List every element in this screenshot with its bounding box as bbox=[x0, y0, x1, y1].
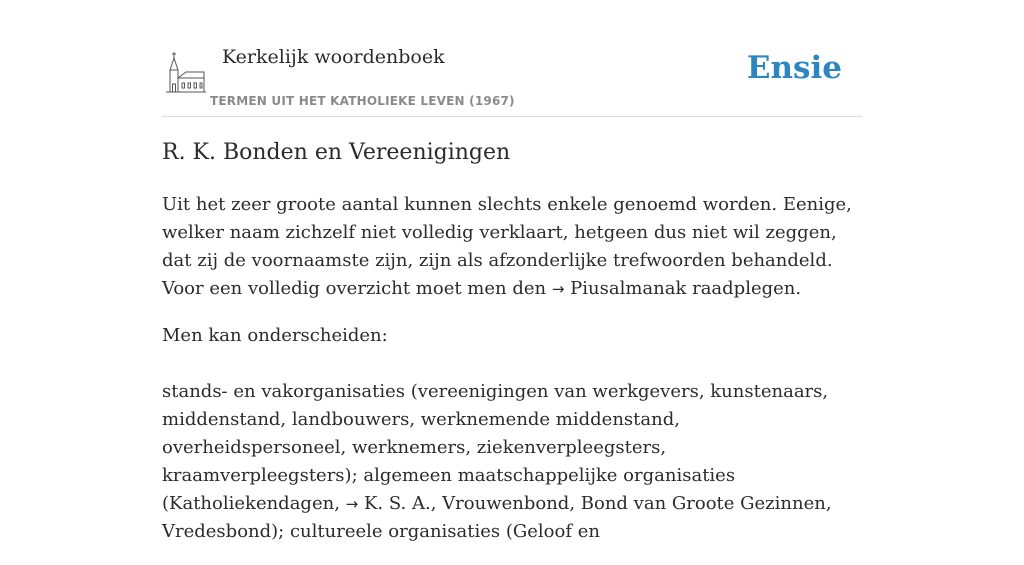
entry-body bbox=[162, 191, 862, 565]
paragraph: Men kan onderscheiden: bbox=[162, 325, 388, 346]
entry-title: R. K. Bonden en Vereenigingen bbox=[162, 140, 511, 165]
paragraph-text: raadplegen. bbox=[686, 278, 802, 299]
paragraph-text: stands- en vakorganisaties (vereenigingen van werkgevers, kunstenaars, middenstand, landbouwers, werknemende middenstand, overheidspersoneel, werknemers, ziekenverpleegsters, kraamverpleegsters); algemeen maatschappelijke organisaties (Katholiekendagen, bbox=[162, 381, 829, 514]
church-icon[interactable] bbox=[166, 50, 206, 94]
paragraph bbox=[162, 378, 862, 546]
cross-reference-link[interactable] bbox=[346, 493, 431, 514]
brand-logo[interactable]: Ensie bbox=[746, 50, 842, 86]
arrow-right-icon: → bbox=[551, 280, 565, 298]
header bbox=[162, 0, 862, 117]
page bbox=[162, 0, 862, 542]
paragraph-text: , Vrouwenbond, Bond van Groote Gezinnen, Vredesbond); cultureele organisaties (Geloof en bbox=[162, 493, 832, 542]
arrow-right-icon: → bbox=[345, 495, 359, 513]
cross-reference-label: K. S. A. bbox=[363, 493, 431, 514]
cross-reference-label: Piusalmanak bbox=[570, 278, 687, 299]
book-subtitle: TERMEN UIT HET KATHOLIEKE LEVEN (1967) bbox=[210, 94, 515, 108]
cross-reference-link[interactable] bbox=[552, 278, 687, 299]
paragraph bbox=[162, 191, 862, 303]
paragraph-text: Uit het zeer groote aantal kunnen slechts enkele genoemd worden. Eenige, welker naam zichzelf niet volledig verklaart, hetgeen dus niet wil zeggen, dat zij de voornaamste zijn, zijn als afzonderlijke trefwoorden behandeld. Voor een volledig overzicht moet men den bbox=[162, 194, 852, 299]
book-title[interactable]: Kerkelijk woordenboek bbox=[222, 46, 445, 68]
